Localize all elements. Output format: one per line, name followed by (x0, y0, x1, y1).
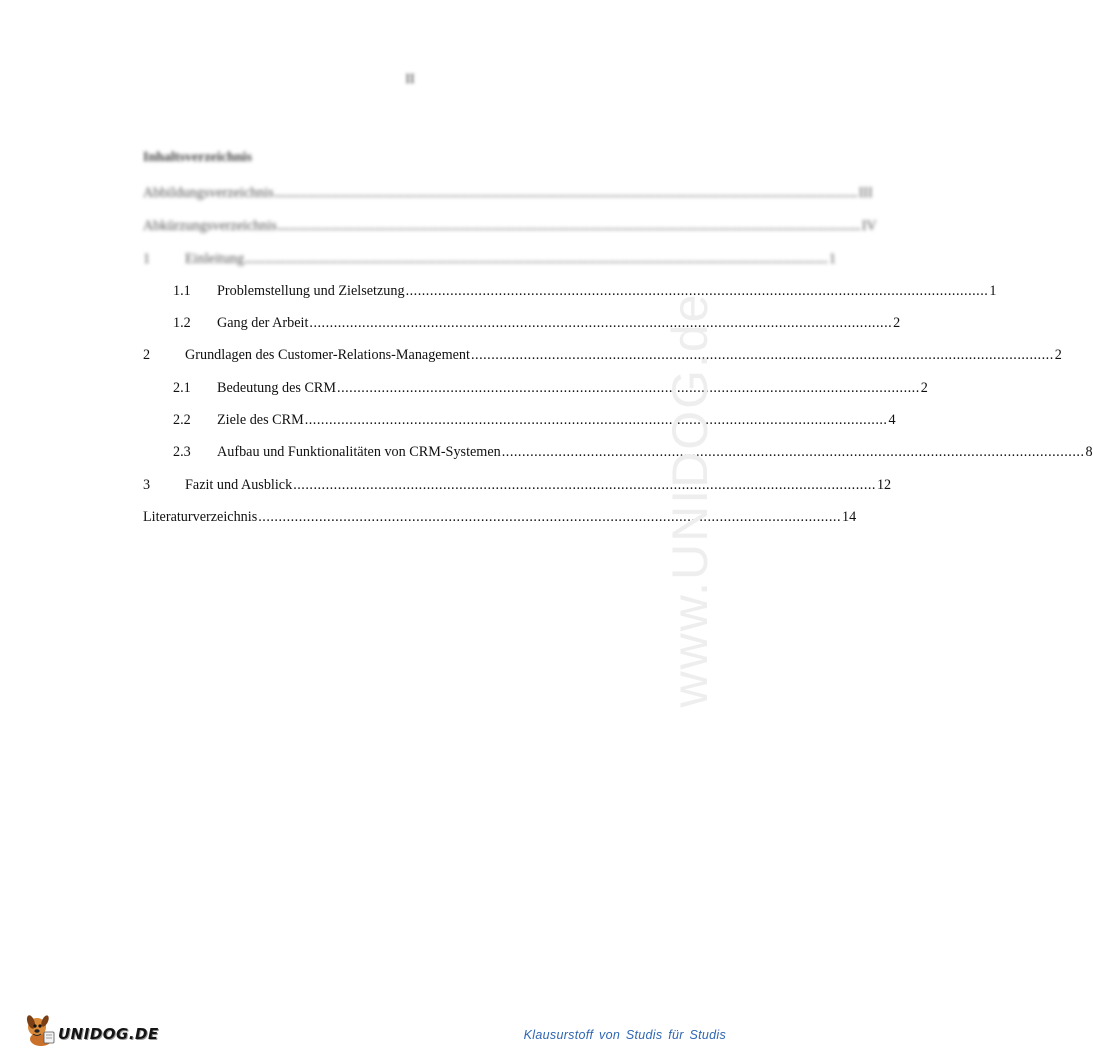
toc-entry-page: 4 (888, 412, 896, 428)
dot-leader: ................................................................................................................................................ (245, 251, 828, 267)
dot-leader: ................................................................................................................................................ (258, 509, 841, 525)
dot-leader: ................................................................................................................................................ (277, 218, 861, 234)
watermark (630, 260, 750, 740)
toc-entry-page: 2 (893, 315, 901, 331)
toc-entry-number: 2.2 (173, 412, 191, 428)
toc-entry-number: 1.2 (173, 315, 191, 331)
toc-entry-number: 2.3 (173, 444, 191, 460)
toc-entry-page: 14 (841, 509, 857, 525)
dot-leader: ................................................................................................................................................ (501, 444, 1085, 460)
toc-entry-title: Bedeutung des CRM (217, 380, 337, 396)
dot-leader: ................................................................................................................................................ (304, 412, 888, 428)
dot-leader: ................................................................................................................................................ (309, 315, 893, 331)
toc-entry-page: 2 (1054, 347, 1062, 363)
toc-heading: Inhaltsverzeichnis (143, 150, 252, 165)
dot-leader: ................................................................................................................................................ (274, 185, 858, 201)
toc-entry-title: Abbildungsverzeichnis (143, 185, 274, 201)
toc-entry-title: Literaturverzeichnis (143, 509, 258, 525)
toc-entry-title: Fazit und Ausblick (185, 477, 293, 493)
toc-entry-page: 2 (920, 380, 928, 396)
dog-mascot-icon (24, 1012, 58, 1048)
toc-entry-page: 8 (1085, 444, 1093, 460)
toc-entry-section-2-1 (173, 377, 928, 399)
toc-entry-list-of-figures (143, 182, 873, 204)
toc-entry-title: Einleitung (185, 251, 245, 267)
toc-entry-number: 3 (143, 477, 151, 493)
toc-entry-list-of-abbreviations (143, 215, 877, 237)
toc-entry-page: 1 (989, 283, 997, 299)
toc-entry-title: Aufbau und Funktionalitäten von CRM-Systemen (217, 444, 501, 460)
toc-entry-title: Problemstellung und Zielsetzung (217, 283, 405, 299)
toc-entry-number: 2.1 (173, 380, 191, 396)
toc-entry-section-2-2 (173, 409, 896, 431)
toc-entry-title: Gang der Arbeit (217, 315, 309, 331)
toc-entry-page: III (858, 185, 873, 201)
toc-entry-number: 1.1 (173, 283, 191, 299)
watermark-text: www.UNIDOG.de (662, 292, 718, 708)
toc-entry-section-1-1 (173, 280, 997, 302)
toc-entry-page: 1 (828, 251, 836, 267)
toc-entry-title: Abkürzungsverzeichnis (143, 218, 277, 234)
dot-leader: ................................................................................................................................................ (293, 477, 876, 493)
toc-entry-number: 1 (143, 251, 151, 267)
page-number: II (405, 72, 415, 87)
logo-text: UNIDOG.DE (58, 1025, 159, 1043)
toc-entry-chapter-1 (143, 248, 836, 270)
unidog-logo (24, 1010, 159, 1050)
toc-entry-section-1-2 (173, 312, 901, 334)
footer-slogan: Klausurstoff von Studis für Studis (523, 1028, 726, 1042)
toc-entry-page: IV (861, 218, 877, 234)
toc-entry-bibliography (143, 506, 857, 528)
toc-entry-chapter-3 (143, 474, 892, 496)
toc-entry-page: 12 (876, 477, 892, 493)
dot-leader: ................................................................................................................................................ (470, 347, 1054, 363)
toc-entry-number: 2 (143, 347, 151, 363)
toc-entry-title: Ziele des CRM (217, 412, 304, 428)
toc-entry-title: Grundlagen des Customer-Relations-Management (185, 347, 470, 363)
toc-entry-section-2-3 (173, 441, 1093, 463)
dot-leader: ................................................................................................................................................ (337, 380, 920, 396)
dot-leader: ................................................................................................................................................ (405, 283, 989, 299)
toc-entry-chapter-2 (143, 344, 1062, 366)
